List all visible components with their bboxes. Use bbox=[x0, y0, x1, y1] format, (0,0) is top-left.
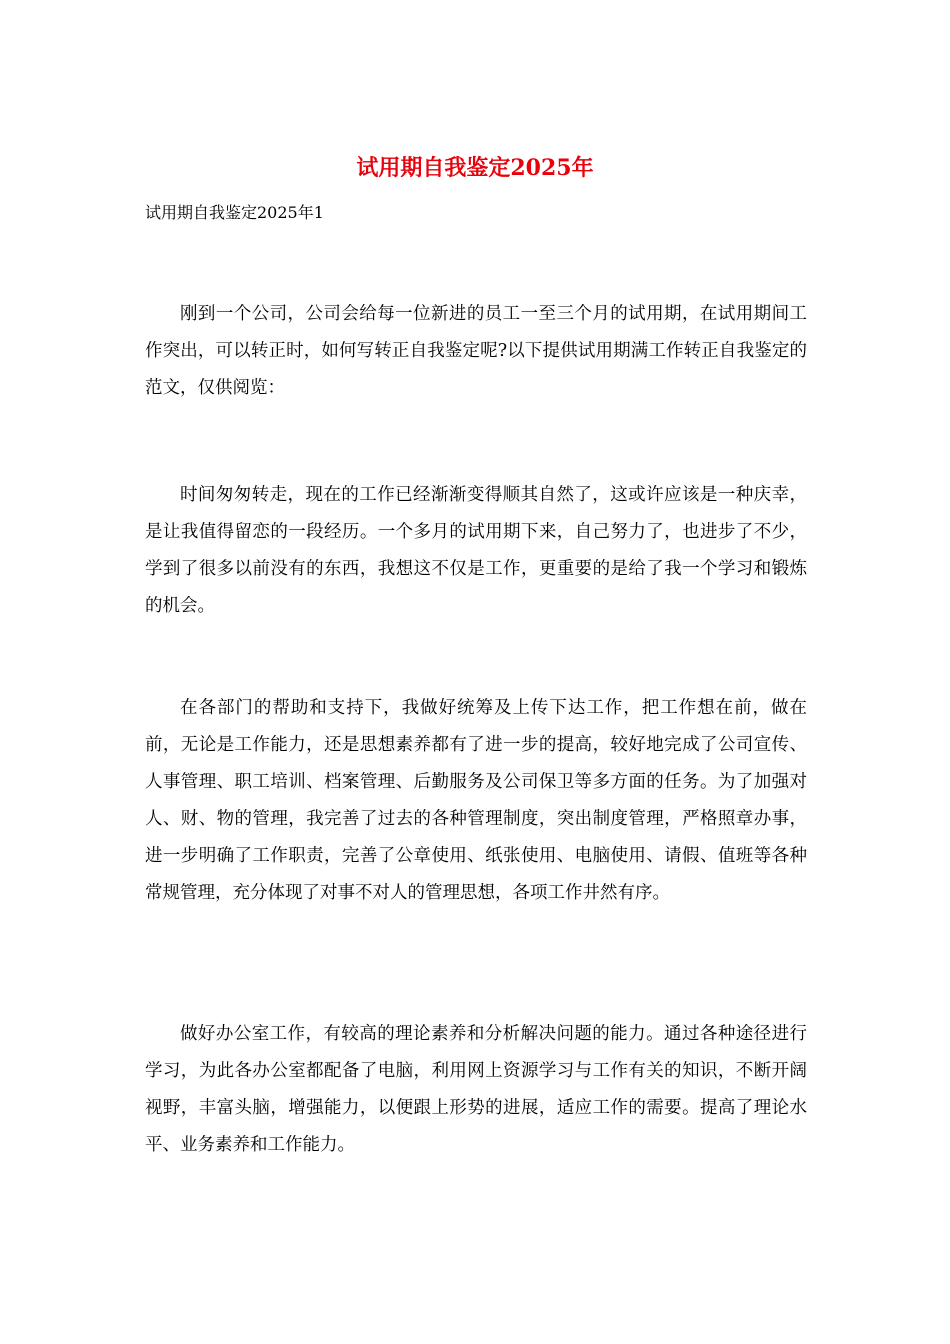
paragraph-4: 做好办公室工作，有较高的理论素养和分析解决问题的能力。通过各种途径进行学习，为此各办公室都配备了电脑，利用网上资源学习与工作有关的知识，不断开阔视野，丰富头脑，增强能力，以便跟上形势的进展，适应工作的需要。提高了理论水平、业务素养和工作能力。 bbox=[145, 1024, 807, 1155]
paragraph-1: 刚到一个公司，公司会给每一位新进的员工一至三个月的试用期，在试用期间工作突出，可以转正时，如何写转正自我鉴定呢?以下提供试用期满工作转正自我鉴定的范文，仅供阅览： bbox=[145, 304, 807, 398]
document-title: 试用期自我鉴定2025年 bbox=[356, 155, 594, 181]
paragraph-2: 时间匆匆转走，现在的工作已经渐渐变得顺其自然了，这或许应该是一种庆幸，是让我值得留恋的一段经历。一个多月的试用期下来，自己努力了，也进步了不少，学到了很多以前没有的东西，我想这不仅是工作，更重要的是给了我一个学习和锻炼的机会。 bbox=[145, 485, 807, 616]
paragraph-3: 在各部门的帮助和支持下，我做好统筹及上传下达工作，把工作想在前，做在前，无论是工作能力，还是思想素养都有了进一步的提高，较好地完成了公司宣传、人事管理、职工培训、档案管理、后勤服务及公司保卫等多方面的任务。为了加强对人、财、物的管理，我完善了过去的各种管理制度，突出制度管理，严格照章办事，进一步明确了工作职责，完善了公章使用、纸张使用、电脑使用、请假、值班等各种常规管理，充分体现了对事不对人的管理思想，各项工作井然有序。 bbox=[145, 698, 807, 903]
document-subtitle: 试用期自我鉴定2025年1 bbox=[145, 203, 324, 222]
